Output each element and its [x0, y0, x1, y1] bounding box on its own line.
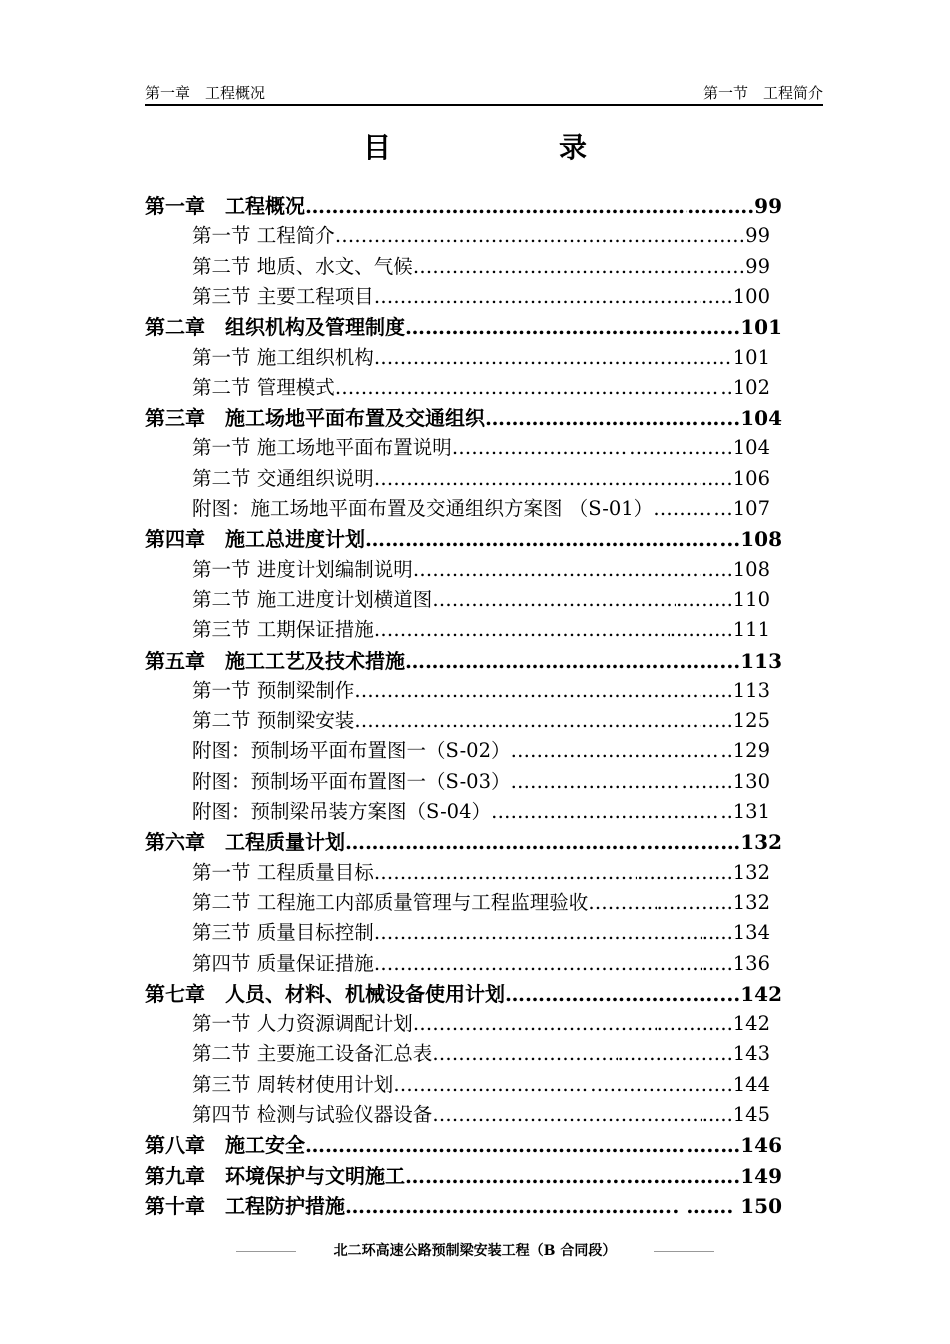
toc-section-entry[interactable] — [192, 253, 770, 281]
toc-leader-dots — [374, 283, 701, 311]
toc-section-entry[interactable] — [192, 859, 770, 887]
toc-entry-label: 第一节 人力资源调配计划 — [192, 1012, 413, 1036]
toc-leader-dots — [345, 1192, 672, 1220]
page-header — [145, 80, 823, 106]
toc-entry-label: 第三章 施工场地平面布置及交通组织 — [145, 406, 485, 431]
toc-chapter-entry[interactable] — [145, 1131, 782, 1159]
toc-entry-label: 附图：施工场地平面布置及交通组织方案图 （S-01） — [192, 497, 654, 520]
toc-entry-label: 第一章 工程概况 — [145, 194, 305, 218]
toc-section-entry[interactable] — [192, 768, 770, 796]
toc-section-entry[interactable] — [192, 586, 770, 614]
toc-leader-dots — [413, 556, 701, 584]
toc-entry-label: 第二节 施工进度计划横道图 — [192, 587, 433, 611]
toc-section-entry[interactable] — [192, 707, 770, 735]
toc-entry-label: 第二节 管理模式 — [192, 375, 335, 399]
toc-section-entry[interactable] — [192, 889, 770, 917]
title-char-2: 录 — [559, 131, 588, 164]
toc-chapter-entry[interactable] — [145, 313, 782, 341]
toc-entry-page: …..113 — [700, 678, 770, 702]
toc-leader-dots — [305, 1131, 686, 1159]
toc-entry-label: 第二节 地质、水文、气候 — [192, 254, 413, 278]
toc-section-entry[interactable] — [192, 434, 770, 462]
toc-chapter-entry[interactable] — [145, 404, 782, 432]
header-section: 第一节 工程简介 — [702, 84, 823, 102]
toc-entry-page: …107 — [713, 497, 770, 520]
toc-entry-page: ...…...110 — [676, 587, 770, 611]
toc-entry-page: .....136 — [701, 951, 770, 975]
toc-section-entry[interactable] — [192, 950, 770, 978]
footer-text: 北二环高速公路预制梁安装工程（B 合同段） — [333, 1243, 617, 1259]
toc-entry-label: 第四节 检测与试验仪器设备 — [192, 1103, 433, 1126]
footer-rule-left — [236, 1251, 296, 1252]
toc-entry-page: …..…146 — [686, 1133, 782, 1158]
toc-entry-label: 第一节 预制梁制作 — [192, 678, 355, 702]
toc-leader-dots — [405, 313, 699, 341]
toc-entry-page: …...101 — [699, 315, 782, 340]
toc-entry-label: 第三节 质量目标控制 — [192, 921, 374, 945]
toc-entry-label: 第一节 施工组织机构 — [192, 345, 374, 369]
toc-section-entry[interactable] — [192, 1101, 770, 1129]
toc-entry-page: ....…………….149 — [605, 1163, 782, 1188]
toc-chapter-entry[interactable] — [145, 828, 782, 856]
toc-leader-dots — [345, 828, 639, 856]
toc-entry-page: …………….104 — [629, 436, 770, 460]
toc-entry-page: ..102 — [720, 375, 770, 399]
toc-leader-dots — [432, 1040, 617, 1068]
toc-leader-dots — [485, 404, 699, 432]
toc-entry-page: ..129 — [720, 739, 770, 763]
toc-entry-label: 附图：预制梁吊装方案图（S-04） — [192, 800, 491, 823]
toc-leader-dots — [335, 374, 721, 402]
toc-chapter-entry[interactable] — [145, 525, 782, 553]
toc-entry-page: .....134 — [701, 921, 770, 945]
toc-entry-label: 第十章 工程防护措施 — [145, 1193, 345, 1218]
toc-entry-page: …..100 — [700, 284, 770, 308]
toc-section-entry[interactable] — [192, 737, 770, 765]
footer-rule-right — [654, 1251, 714, 1252]
toc-entry-label: 第五章 施工工艺及技术措施 — [145, 648, 405, 673]
toc-entry-page: ..…106 — [700, 466, 770, 490]
toc-leader-dots — [374, 616, 670, 644]
toc-leader-dots — [374, 950, 702, 978]
toc-entry-page: ...……...113 — [658, 648, 782, 673]
toc-entry-page: ...…………132 — [639, 830, 782, 855]
toc-entry-page: ...108 — [719, 527, 782, 552]
toc-section-entry[interactable] — [192, 495, 770, 523]
toc-leader-dots — [354, 677, 701, 705]
toc-entry-label: 第二节 交通组织说明 — [192, 466, 374, 490]
toc-leader-dots — [505, 980, 672, 1008]
toc-section-entry[interactable] — [192, 1010, 770, 1038]
toc-entry-page: ..131 — [720, 800, 770, 823]
toc-entry-label: 第三节 周转材使用计划 — [192, 1072, 394, 1096]
toc-section-entry[interactable] — [192, 1040, 770, 1068]
toc-entry-page: .....145 — [701, 1103, 770, 1126]
toc-entry-label: 第八章 施工安全 — [145, 1133, 305, 1158]
toc-leader-dots — [510, 737, 720, 765]
toc-entry-label: 第二节 工程施工内部质量管理与工程监理验收 — [192, 890, 589, 914]
toc-entry-page: ……..130 — [681, 769, 770, 793]
toc-leader-dots — [365, 525, 719, 553]
toc-entry-label: 第二章 组织机构及管理制度 — [145, 315, 405, 340]
toc-entry-label: 第四节 质量保证措施 — [192, 951, 374, 975]
toc-chapter-entry[interactable] — [145, 1162, 782, 1190]
toc-section-entry[interactable] — [192, 798, 770, 826]
toc-leader-dots — [374, 344, 733, 372]
toc-entry-label: 第一节 工程简介 — [192, 224, 335, 248]
toc-entry-page: ……99 — [706, 254, 770, 278]
toc-entry-label: 附图：预制场平面布置图一（S-02） — [192, 739, 511, 763]
toc-entry-page: ...…..……….143 — [617, 1042, 770, 1066]
toc-entry-label: 第九章 环境保护与文明施工 — [145, 1163, 405, 1188]
toc-entry-label: 第二节 预制梁安装 — [192, 709, 355, 733]
title-char-1: 目 — [362, 131, 391, 164]
toc-entry-label: 第三节 主要工程项目 — [192, 284, 374, 308]
toc-entry-label: 第一节 工程质量目标 — [192, 860, 374, 884]
toc-entry-label: 第七章 人员、材料、机械设备使用计划 — [145, 981, 505, 1006]
toc-leader-dots — [413, 1010, 657, 1038]
toc-leader-dots — [405, 1162, 605, 1190]
toc-entry-page: …..108 — [700, 557, 770, 581]
toc-leader-dots — [335, 222, 706, 250]
toc-entry-page: ...………...132 — [637, 860, 770, 884]
toc-entry-page: 101 — [732, 345, 770, 369]
toc-entry-page: ……….99 — [687, 194, 782, 218]
toc-chapter-entry[interactable] — [145, 1192, 782, 1220]
toc-leader-dots — [374, 859, 637, 887]
toc-entry-page: ...…....142 — [671, 981, 782, 1006]
toc-section-entry[interactable] — [192, 222, 770, 250]
toc-entry-label: 第三节 工期保证措施 — [192, 618, 374, 642]
toc-section-entry[interactable] — [192, 919, 770, 947]
toc-section-entry[interactable] — [192, 1071, 770, 1099]
toc-entry-label: 第一节 施工场地平面布置说明 — [192, 436, 452, 460]
toc-leader-dots — [491, 798, 720, 826]
toc-entry-page: ....…...111 — [669, 618, 770, 642]
header-chapter: 第一章 工程概况 — [145, 84, 266, 102]
toc-chapter-entry[interactable] — [145, 647, 782, 675]
toc-chapter-entry[interactable] — [145, 192, 782, 220]
toc-entry-label: 第二节 主要施工设备汇总表 — [192, 1042, 433, 1066]
toc-leader-dots — [510, 768, 681, 796]
toc-entry-page: ...……...132 — [656, 890, 770, 914]
toc-leader-dots — [432, 1101, 702, 1129]
toc-section-entry[interactable] — [192, 344, 770, 372]
toc-entry-label: 第六章 工程质量计划 — [145, 830, 345, 855]
toc-entry-page: …..125 — [700, 709, 770, 733]
toc-entry-page: ………………….144 — [590, 1072, 770, 1096]
toc-leader-dots — [374, 465, 701, 493]
toc-entry-page: . ……. 150 — [672, 1193, 782, 1218]
toc-section-entry[interactable] — [192, 283, 770, 311]
toc-leader-dots — [354, 707, 701, 735]
toc-leader-dots — [374, 919, 702, 947]
toc-leader-dots — [413, 253, 706, 281]
toc-entry-page: …...104 — [699, 406, 782, 431]
toc-section-entry[interactable] — [192, 556, 770, 584]
toc-entry-label: 附图：预制场平面布置图一（S-03） — [192, 769, 511, 793]
page-title — [0, 126, 950, 166]
toc-leader-dots — [393, 1071, 590, 1099]
toc-leader-dots — [305, 192, 687, 220]
toc-leader-dots — [452, 434, 629, 462]
toc-section-entry[interactable] — [192, 374, 770, 402]
toc-section-entry[interactable] — [192, 465, 770, 493]
toc-section-entry[interactable] — [192, 677, 770, 705]
toc-entry-label: 第一节 进度计划编制说明 — [192, 557, 413, 581]
page-footer — [0, 1240, 950, 1260]
toc-section-entry[interactable] — [192, 616, 770, 644]
toc-leader-dots — [432, 586, 676, 614]
toc-leader-dots — [405, 647, 658, 675]
toc-entry-label: 第四章 施工总进度计划 — [145, 527, 365, 552]
toc-leader-dots — [588, 889, 656, 917]
toc-leader-dots — [653, 495, 713, 523]
toc-entry-page: ……......142 — [656, 1012, 770, 1036]
toc-chapter-entry[interactable] — [145, 980, 782, 1008]
toc-entry-page: ……99 — [706, 224, 770, 248]
